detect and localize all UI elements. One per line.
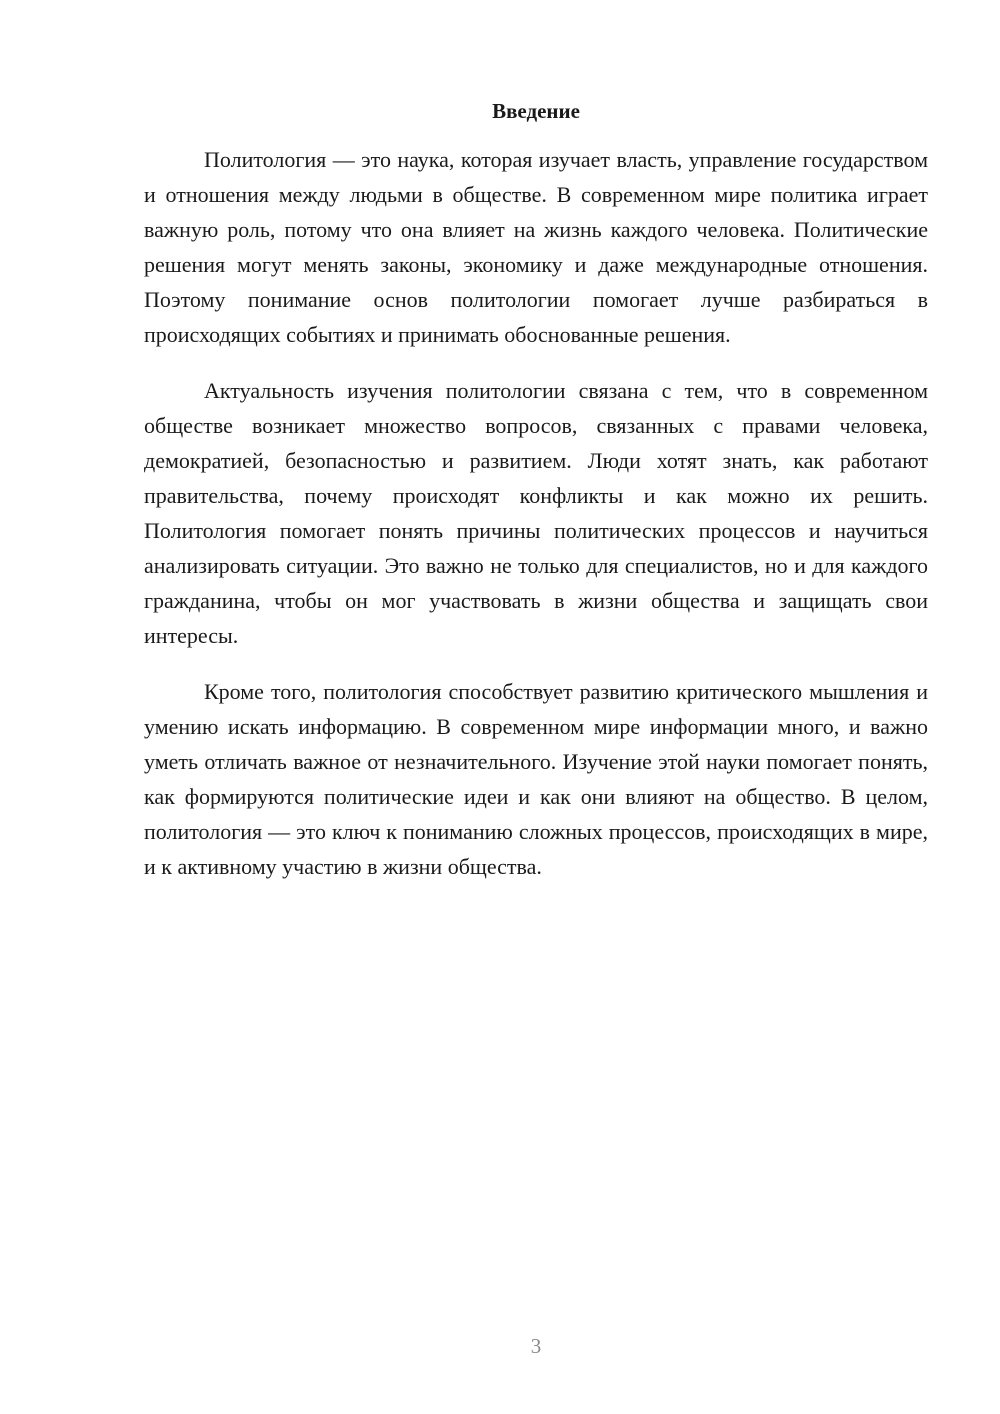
paragraph: Политология — это наука, которая изучает власть, управление государством и отношения между людьми в обществе. В современном мире политика играет важную роль, потому что она влияет на жизнь каждого человека. Политические решения могут менять законы, экономику и даже международные отношения. Поэтому понимание основ политологии помогает лучше разбираться в происходящих событиях и принимать обоснованные решения.: [144, 147, 928, 347]
page-number: 3: [530, 1334, 542, 1358]
body-text: [144, 142, 928, 905]
section-title: Введение: [492, 99, 580, 123]
paragraph: Кроме того, политология способствует развитию критического мышления и умению искать информацию. В современном мире информации много, и важно уметь отличать важное от незначительного. Изучение этой науки помогает понять, как формируются политические идеи и как они влияют на общество. В целом, политология — это ключ к пониманию сложных процессов, происходящих в мире, и к активному участию в жизни общества.: [144, 679, 928, 879]
paragraph: Актуальность изучения политологии связана с тем, что в современном обществе возникает множество вопросов, связанных с правами человека, демократией, безопасностью и развитием. Люди хотят знать, как работают правительства, почему происходят конфликты и как можно их решить. Политология помогает понять причины политических процессов и научиться анализировать ситуации. Это важно не только для специалистов, но и для каждого гражданина, чтобы он мог участвовать в жизни общества и защищать свои интересы.: [144, 378, 928, 648]
